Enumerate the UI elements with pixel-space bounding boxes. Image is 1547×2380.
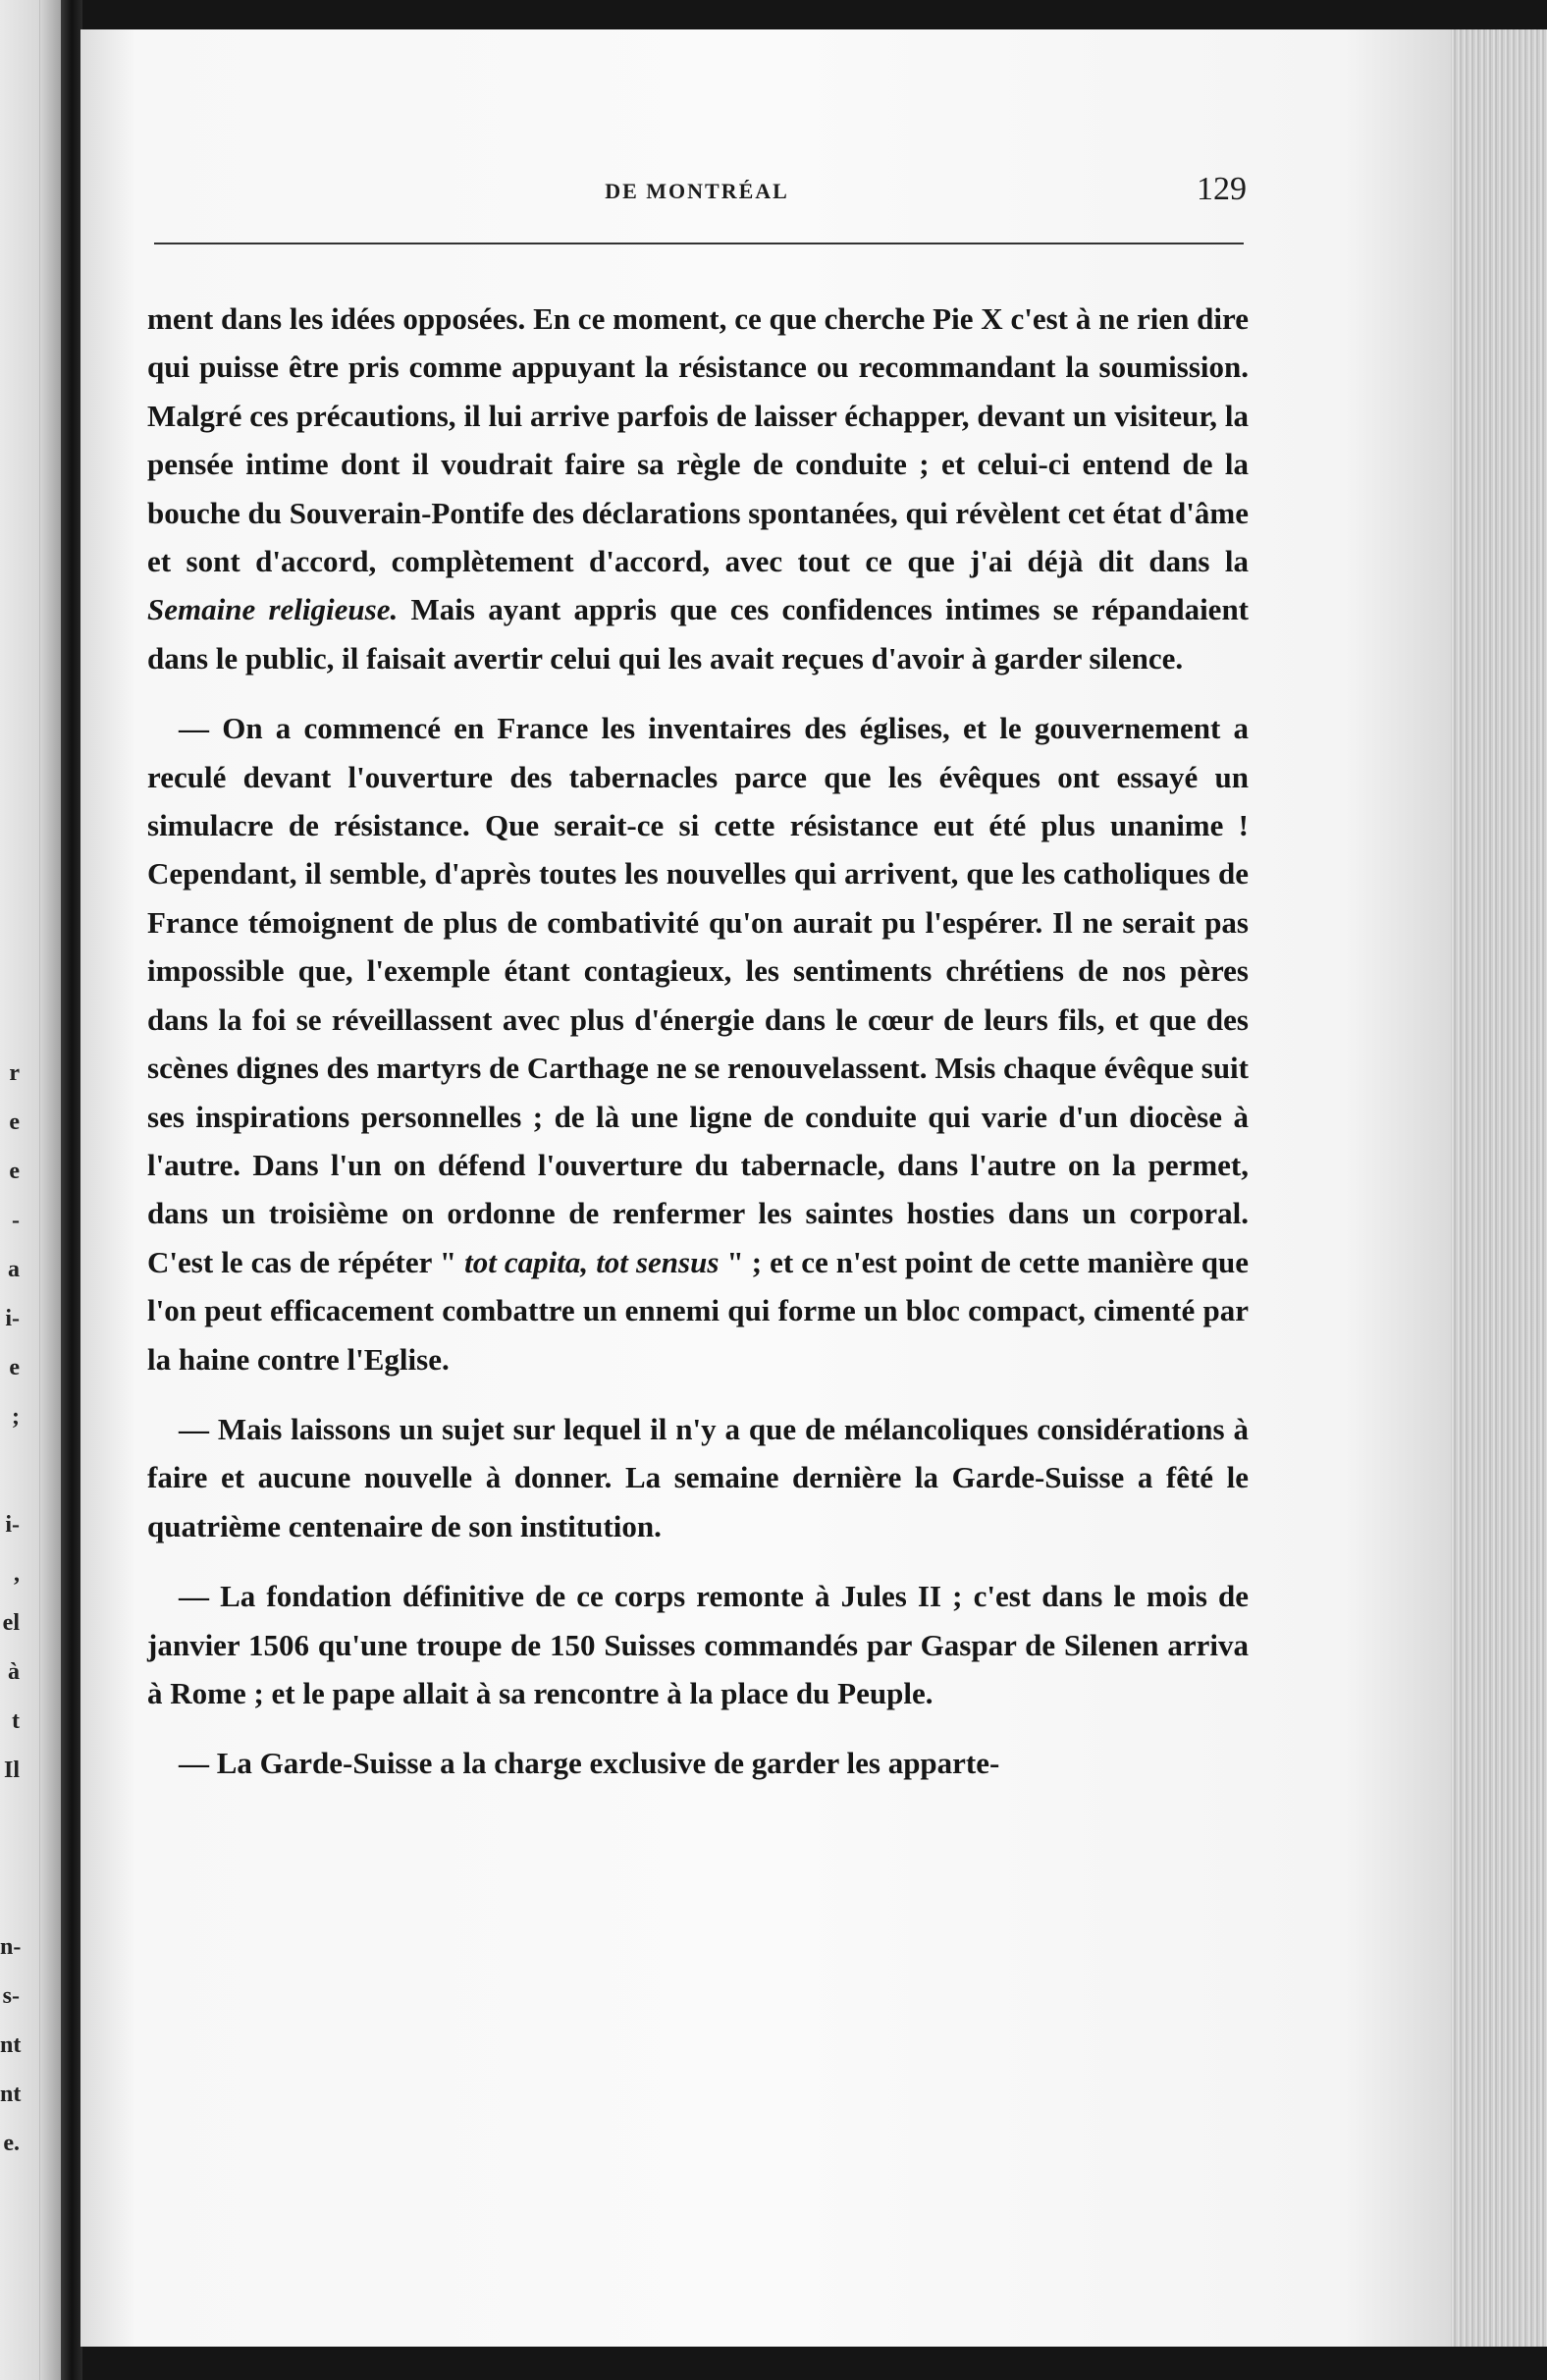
- previous-page-fragment: e: [9, 1355, 20, 1380]
- running-head: [147, 171, 1247, 218]
- page-block-edges: [1451, 29, 1547, 2347]
- previous-page-fragment: r: [9, 1060, 20, 1086]
- header-rule: [154, 243, 1244, 244]
- previous-page-fragment: -: [12, 1208, 20, 1233]
- previous-page-fragment: t: [12, 1708, 20, 1734]
- previous-page-fragment: ;: [12, 1404, 20, 1430]
- previous-page-fragment: e.: [3, 2131, 20, 2156]
- paragraph-1: ment dans les idées opposées. En ce moment, ce que cherche Pie X c'est à ne rien dire qui puisse être pris comme appuyant la résistance ou recommandant la soumission. Malgré ces précautions, il lui arrive parfois de laisser échapper, devant un visiteur, la pensée intime dont il voudrait faire sa règle de conduite ; et celui-ci entend de la bouche du Souverain-Pontife des déclarations spontanées, qui révèlent cet état d'âme et sont d'accord, complètement d'accord, avec tout ce que j'ai déjà dit dans la Semaine religieuse. Mais ayant appris que ces confidences intimes se répandaient dans le public, il faisait avertir celui qui les avait reçues d'avoir à garder silence.: [147, 301, 1250, 676]
- previous-page-edge: [0, 0, 65, 2380]
- previous-page-fragment: e: [9, 1109, 20, 1135]
- page-number: 129: [1197, 171, 1247, 207]
- previous-page-fragment: n-: [0, 1934, 22, 1960]
- previous-page-fragment: ,: [14, 1561, 20, 1587]
- previous-page-fragment: s-: [2, 1983, 20, 2009]
- previous-page-fragment: i-: [5, 1512, 20, 1538]
- previous-page-fragment: nt: [0, 2032, 22, 2058]
- previous-page-fragment: el: [2, 1610, 20, 1636]
- paragraph-5: — La Garde-Suisse a la charge exclusive de garder les apparte-: [179, 1746, 1000, 1781]
- italic-quote: tot capita, tot sensus: [464, 1244, 720, 1279]
- running-title: DE MONTRÉAL: [605, 179, 789, 203]
- previous-page-fragment: nt: [0, 2082, 22, 2107]
- previous-page-fragment: i-: [5, 1306, 20, 1331]
- previous-page-fragment: Il: [3, 1758, 20, 1783]
- paragraph-3: — Mais laissons un sujet sur lequel il n'y a que de mélancoliques considérations à faire et aucune nouvelle à donner. La semaine dernière la Garde-Suisse a fêté le quatrième centenaire de son institution.: [147, 1411, 1249, 1543]
- previous-page-fragment: a: [8, 1257, 20, 1282]
- previous-page-border: [39, 0, 41, 2380]
- paragraph-2: — On a commencé en France les inventaires des églises, et le gouvernement a reculé devant l'ouverture des tabernacles parce que les évêques ont essayé un simulacre de résistance. Que serait-ce si cette résistance eut été plus unanime ! Cependant, il semble, d'après toutes les nouvelles qui arrivent, que les catholiques de France témoignent de plus de combativité qu'on aurait pu l'espérer. Il ne serait pas impossible que, l'exemple étant contagieux, les sentiments chrétiens de nos pères dans la foi se réveillassent avec plus d'énergie dans le cœur de leurs fils, et que des scènes dignes des martyrs de Carthage ne se renouvelassent. Msis chaque évêque suit ses inspirations personnelles ; de là une ligne de conduite qui varie d'un diocèse à l'autre. Dans l'un on défend l'ouverture du tabernacle, dans l'autre on la permet, dans un troisième on ordonne de renfermer les saintes hosties dans un corporal. C'est le cas de répéter " tot capita, tot sensus " ; et ce n'est point de cette manière que l'on peut efficacement combattre un ennemi qui forme un bloc compact, cimenté par la haine contre l'Eglise.: [147, 711, 1249, 1377]
- italic-title: Semaine religieuse.: [147, 592, 399, 627]
- paragraph-4: — La fondation définitive de ce corps remonte à Jules II ; c'est dans le mois de janvier 1506 qu'une troupe de 150 Suisses commandés par Gaspar de Silenen arriva à Rome ; et le pape allait à sa rencontre à la place du Peuple.: [147, 1579, 1249, 1710]
- previous-page-fragment: à: [8, 1659, 20, 1685]
- book-gutter: [61, 0, 82, 2380]
- body-text: [147, 295, 1249, 1788]
- previous-page-fragment: e: [9, 1159, 20, 1184]
